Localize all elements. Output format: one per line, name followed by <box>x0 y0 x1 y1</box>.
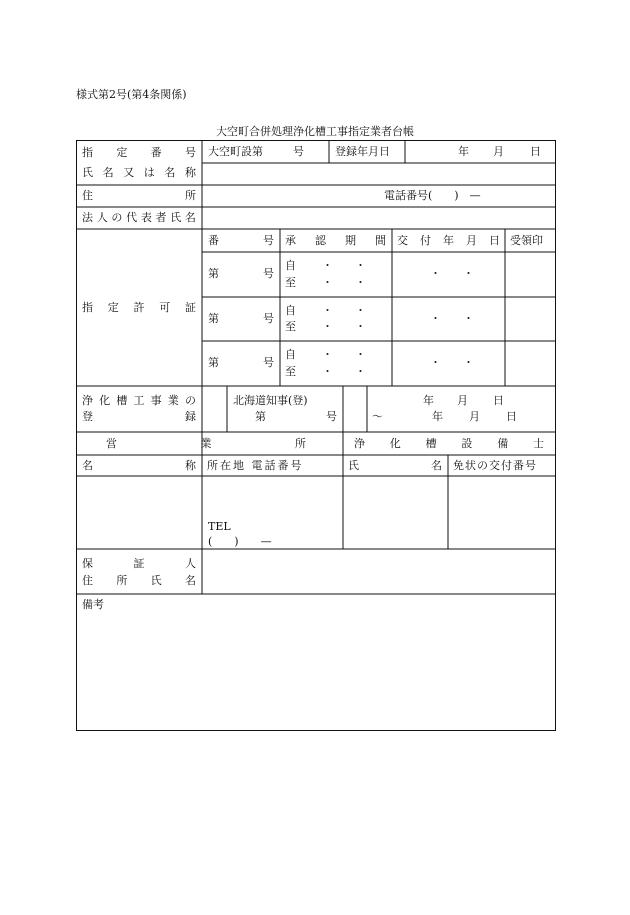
permit-row-from: 自 <box>285 259 296 272</box>
septic-to-day: 日 <box>506 410 517 423</box>
label-office-name: 名 称 <box>82 459 196 472</box>
designation-prefix: 大空町設第 <box>208 145 263 158</box>
permit-row-from-dots: ・ ・ <box>322 259 366 272</box>
septic-to-month: 月 <box>469 410 480 423</box>
septic-dai: 第 <box>255 410 266 423</box>
septic-tilde: 〜 <box>372 410 383 423</box>
registered-date-label: 登録年月日 <box>335 145 390 158</box>
permit-row-from: 自 <box>285 348 296 361</box>
designation-suffix: 号 <box>293 145 304 158</box>
label-engineer-name: 氏 名 <box>348 459 442 472</box>
phone-number-label: 電話番号( ) — <box>384 189 481 202</box>
septic-go: 号 <box>326 410 337 423</box>
septic-from-day: 日 <box>493 394 504 407</box>
tel-format: ( ) — <box>208 535 272 548</box>
permit-row-to: 至 <box>285 276 296 289</box>
label-office-address-phone: 所在地 電話番号 <box>207 459 304 472</box>
septic-to-year: 年 <box>432 410 443 423</box>
permit-row-issue-dots: ・ ・ <box>430 312 474 325</box>
label-business-office: 営 業 所 <box>106 437 306 450</box>
permit-row-to-dots: ・ ・ <box>322 365 366 378</box>
tel-label: TEL <box>208 520 231 533</box>
label-address: 住 所 <box>82 189 196 202</box>
permit-row-issue-dots: ・ ・ <box>430 267 474 280</box>
permit-row-number: 第 号 <box>208 312 274 325</box>
header-approval-period: 承 認 期 間 <box>285 234 386 247</box>
header-issue-date: 交 付 年 月 日 <box>397 234 500 247</box>
permit-row-from-dots: ・ ・ <box>322 348 366 361</box>
label-representative: 法 人 の 代 表 者 氏 名 <box>82 211 196 224</box>
permit-row-issue-dots: ・ ・ <box>430 356 474 369</box>
label-remarks: 備考 <box>82 598 104 611</box>
label-septic-registration: 浄 化 槽 工 事 業 の <box>82 394 196 407</box>
label-septic-registration-2: 登 録 <box>82 410 196 423</box>
label-guarantor-address: 住 所 氏 名 <box>82 574 196 587</box>
permit-row-from-dots: ・ ・ <box>322 304 366 317</box>
permit-row-to-dots: ・ ・ <box>322 276 366 289</box>
form-number: 様式第2号(第4条関係) <box>76 88 187 101</box>
header-number: 番 号 <box>208 234 274 247</box>
permit-row-number: 第 号 <box>208 356 274 369</box>
septic-issuer: 北海道知事(登) <box>233 394 308 407</box>
header-receipt-seal: 受領印 <box>510 234 543 247</box>
permit-row-from: 自 <box>285 304 296 317</box>
permit-row-to: 至 <box>285 365 296 378</box>
label-septic-engineer: 浄 化 槽 設 備 士 <box>354 437 544 450</box>
septic-from-month: 月 <box>457 394 468 407</box>
label-permit: 指 定 許 可 証 <box>82 301 196 314</box>
permit-row-number: 第 号 <box>208 267 274 280</box>
label-name: 氏 名 又 は 名 称 <box>82 166 196 179</box>
form-title: 大空町合併処理浄化槽工事指定業者台帳 <box>216 125 414 138</box>
septic-from-year: 年 <box>423 394 434 407</box>
label-guarantor: 保 証 人 <box>82 557 196 570</box>
registered-year: 年 <box>458 145 469 158</box>
permit-row-to-dots: ・ ・ <box>322 320 366 333</box>
registered-month: 月 <box>493 145 504 158</box>
label-designation-number: 指 定 番 号 <box>82 146 196 159</box>
label-license-number: 免状の交付番号 <box>453 459 537 472</box>
permit-row-to: 至 <box>285 320 296 333</box>
registered-day: 日 <box>530 145 541 158</box>
